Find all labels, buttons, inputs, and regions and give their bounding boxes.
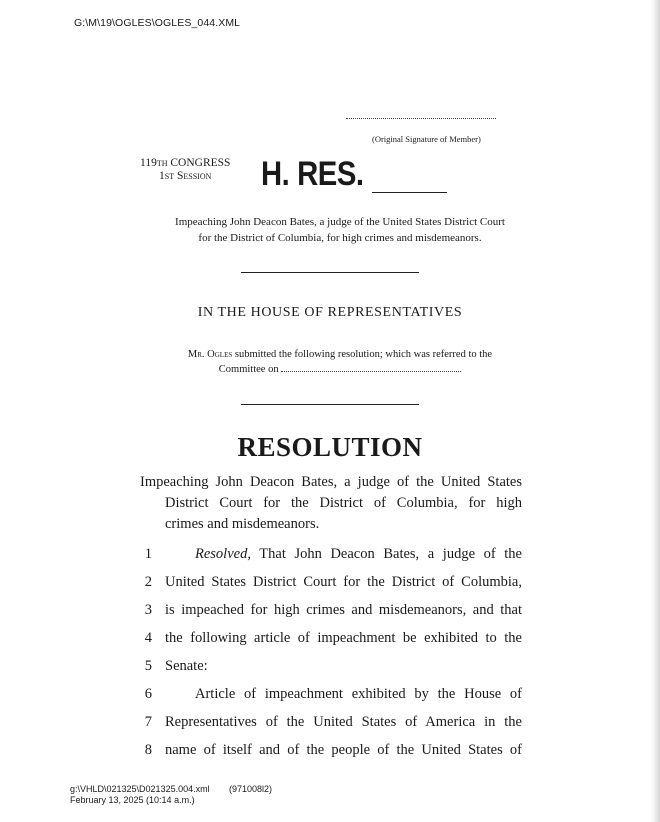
file-path: G:\M\19\OGLES\OGLES_044.XML — [74, 17, 241, 29]
congress-session — [140, 157, 230, 183]
resolved-clause: Resolved, — [195, 546, 251, 562]
line-text: is impeached for high crimes and misdemeanors, and that — [165, 602, 522, 618]
text-line-4 — [140, 630, 522, 650]
sponsor-name: Mr. Ogles — [187, 349, 233, 360]
sponsor-statement — [140, 348, 540, 377]
text-line-2 — [140, 574, 522, 594]
line-text: Resolved, That John Deacon Bates, a judge of the — [195, 546, 522, 562]
signature-line — [346, 118, 496, 119]
line-number: 4 — [144, 630, 152, 646]
line-text: Article of impeachment exhibited by the House of — [195, 686, 522, 702]
long-title-line: Impeaching John Deacon Bates, a judge of the United States — [140, 474, 522, 490]
long-title-line: crimes and misdemeanors. — [165, 516, 320, 532]
committee-label: Committee on — [218, 364, 279, 375]
committee-blank — [281, 362, 461, 372]
line-number: 1 — [144, 546, 152, 562]
footer-code: (971008l2) — [229, 784, 273, 794]
line-number: 5 — [144, 658, 152, 674]
sponsor-text: submitted the following resolution; which was referred to the — [232, 349, 493, 360]
line-number: 3 — [144, 602, 152, 618]
document-type-heading: RESOLUTION — [237, 432, 423, 462]
long-title — [140, 472, 522, 535]
text-line-3 — [140, 602, 522, 622]
line-number: 7 — [144, 714, 152, 730]
short-title — [140, 214, 540, 246]
line-number: 6 — [144, 686, 152, 702]
divider-rule — [241, 272, 419, 273]
line-number: 2 — [144, 574, 152, 590]
chamber-heading: IN THE HOUSE OF REPRESENTATIVES — [197, 305, 463, 320]
text-line-5 — [140, 658, 522, 678]
line-text: United States District Court for the District of Columbia, — [165, 574, 522, 590]
footer-date: February 13, 2025 (10:14 a.m.) — [70, 795, 195, 805]
bill-designation: H. RES. — [261, 155, 364, 193]
divider-rule — [241, 404, 419, 405]
long-title-line: District Court for the District of Columbia, for high — [165, 495, 522, 511]
text-line-1 — [140, 546, 522, 566]
line-text: Senate: — [165, 658, 208, 674]
congress-number: 119th CONGRESS — [140, 157, 231, 169]
short-title-line: Impeaching John Deacon Bates, a judge of the United States District Court — [175, 216, 505, 228]
line-text: the following article of impeachment be exhibited to the — [165, 630, 522, 646]
page-edge-shadow — [650, 0, 660, 822]
line-text: name of itself and of the people of the United States of — [165, 742, 522, 758]
text-line-6 — [140, 686, 522, 706]
text-line-7 — [140, 714, 522, 734]
signature-caption: (Original Signature of Member) — [372, 134, 481, 144]
bill-number-blank — [372, 192, 447, 193]
text-line-8 — [140, 742, 522, 762]
session-label: 1st Session — [159, 170, 212, 182]
footer-path: g:\VHLD\021325\D021325.004.xml — [70, 784, 210, 794]
short-title-line: for the District of Columbia, for high crimes and misdemeanors. — [198, 232, 482, 244]
line-text: Representatives of the United States of America in the — [165, 714, 522, 730]
line-number: 8 — [144, 742, 152, 758]
